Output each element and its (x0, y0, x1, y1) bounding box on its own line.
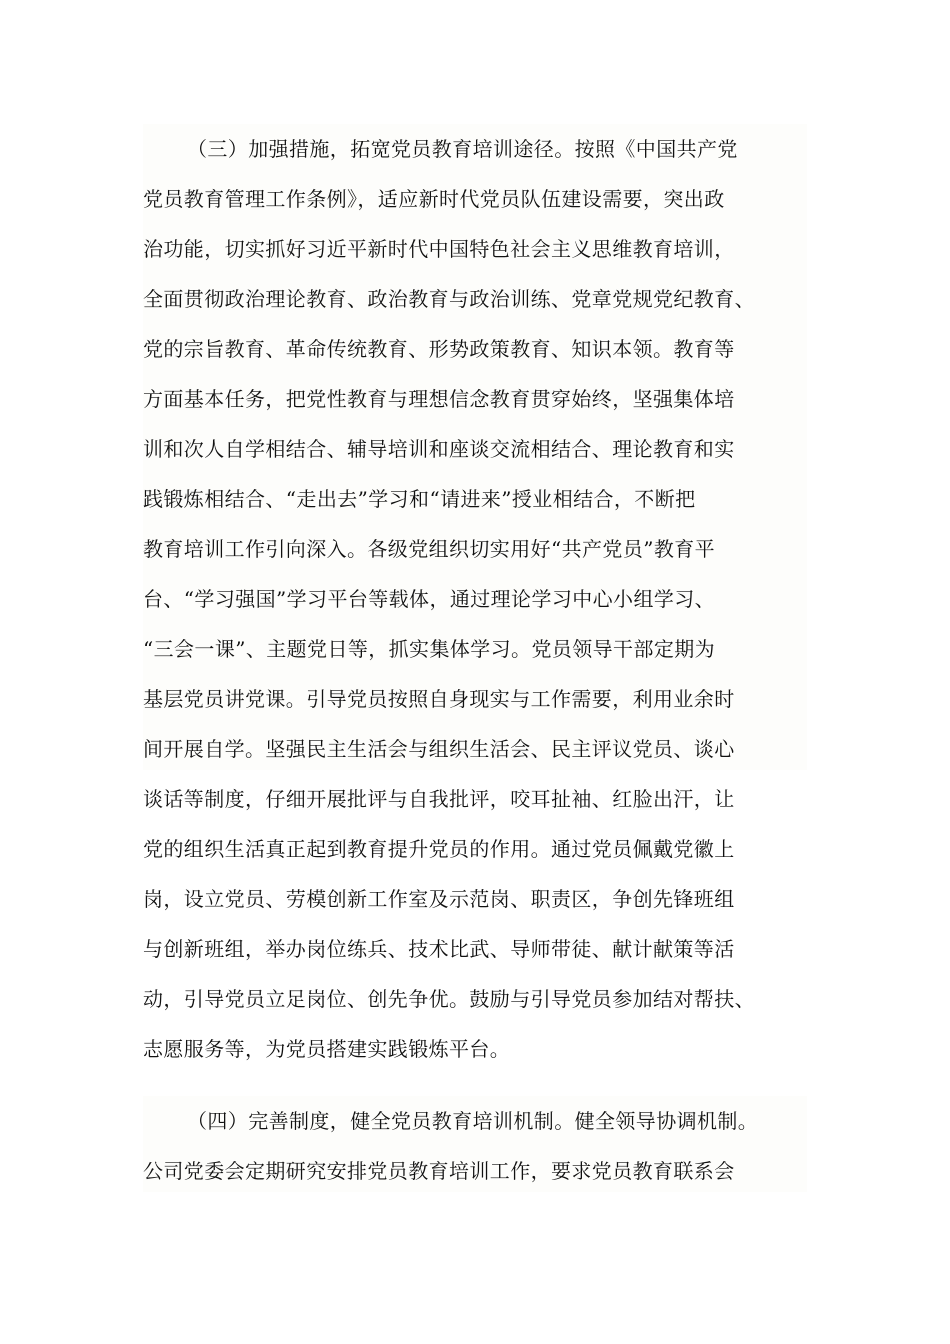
paragraph-line: 治功能，切实抓好习近平新时代中国特色社会主义思维教育培训， (143, 237, 735, 261)
paragraph-line: 基层党员讲党课。引导党员按照自身现实与工作需要，利用业余时 (143, 687, 735, 711)
paragraph-line: 台、“学习强国”学习平台等载体，通过理论学习中心小组学习、 (143, 587, 716, 611)
paragraph-section-3 (143, 124, 807, 1061)
paragraph-line: 训和次人自学相结合、辅导培训和座谈交流相结合、理论教育和实 (143, 437, 735, 461)
paragraph-line: 方面基本任务，把党性教育与理想信念教育贯穿始终，坚强集体培 (143, 387, 735, 411)
paragraph-line: 党员教育管理工作条例》，适应新时代党员队伍建设需要，突出政 (143, 187, 725, 211)
paragraph-line: “三会一课”、主题党日等，抓实集体学习。党员领导干部定期为 (143, 637, 716, 661)
paragraph-line: 岗，设立党员、劳模创新工作室及示范岗、职责区，争创先锋班组 (143, 887, 735, 911)
paragraph-line: 志愿服务等，为党员搭建实践锻炼平台。 (143, 1037, 511, 1061)
paragraph-line: 党的宗旨教育、革命传统教育、形势政策教育、知识本领。教育等 (143, 337, 735, 361)
paragraph-line: （三）加强措施，拓宽党员教育培训途径。按照《中国共产党 (187, 137, 738, 161)
paragraph-line: （四）完善制度，健全党员教育培训机制。健全领导协调机制。 (187, 1109, 759, 1133)
paragraph-line: 践锻炼相结合、“走出去”学习和“请进来”授业相结合，不断把 (143, 487, 696, 511)
paragraph-line: 动，引导党员立足岗位、创先争优。鼓励与引导党员参加结对帮扶、 (143, 987, 755, 1011)
paragraph-line: 公司党委会定期研究安排党员教育培训工作，要求党员教育联系会 (143, 1159, 735, 1183)
paragraph-line: 间开展自学。坚强民主生活会与组织生活会、民主评议党员、谈心 (143, 737, 735, 761)
paragraph-line: 党的组织生活真正起到教育提升党员的作用。通过党员佩戴党徽上 (143, 837, 735, 861)
paragraph-line: 教育培训工作引向深入。各级党组织切实用好“共产党员”教育平 (143, 537, 716, 561)
paragraph-line: 全面贯彻政治理论教育、政治教育与政治训练、党章党规党纪教育、 (143, 287, 755, 311)
paragraph-line: 谈话等制度，仔细开展批评与自我批评，咬耳扯袖、红脸出汗，让 (143, 787, 735, 811)
paragraph-line: 与创新班组，举办岗位练兵、技术比武、导师带徒、献计献策等活 (143, 937, 735, 961)
paragraph-section-4 (143, 1096, 807, 1192)
